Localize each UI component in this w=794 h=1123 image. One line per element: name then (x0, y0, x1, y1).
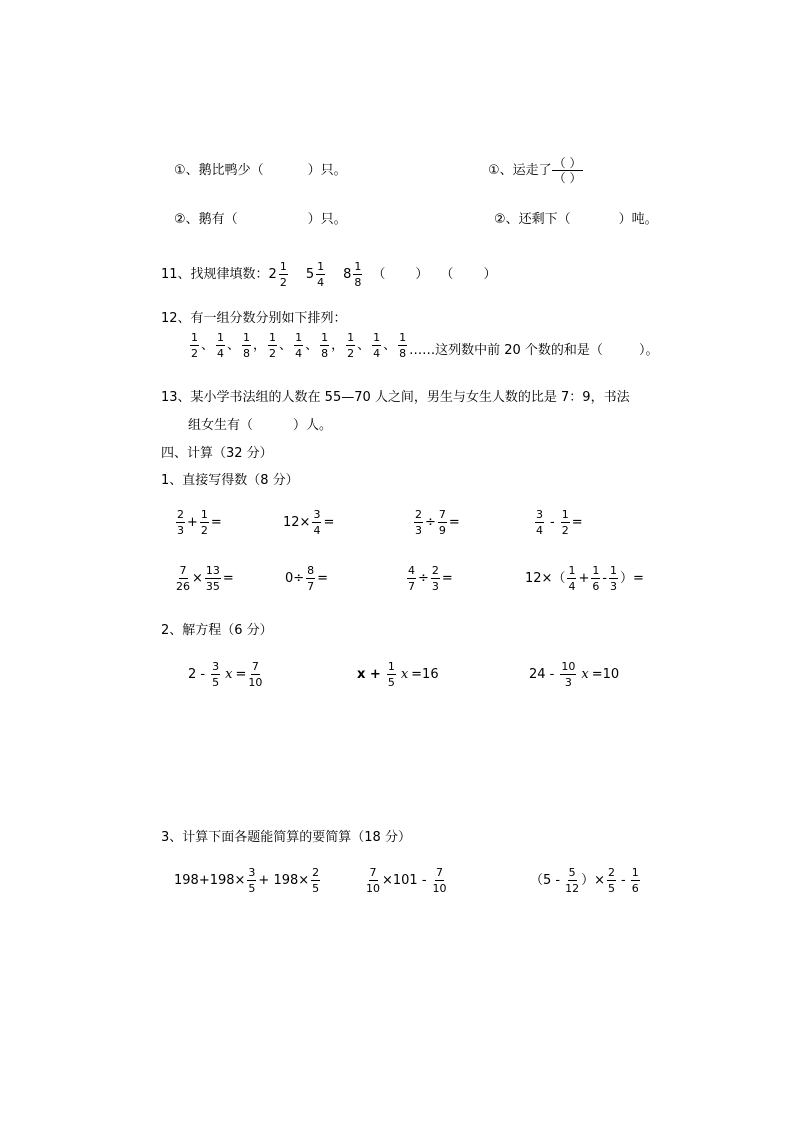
q10-right-1: ①、运走了 $\frac{( )}{( )}$ (488, 156, 582, 185)
section-4-title: 四、计算（32 分） (161, 446, 273, 461)
q12-frac: $\frac{1}{8}$ (321, 331, 329, 360)
q10-right-2: ②、还剩下（ ）吨。 (494, 212, 658, 227)
question-11: 11、找规律填数： 2 $\frac{1}{2}$ 5 $\frac{1}{4}$ 8 $\frac{1}{8}$ （ ） （ ） (161, 260, 497, 289)
q11-term-3-fraction: $\frac{1}{8}$ (354, 260, 362, 289)
part-3-title: 3、计算下面各题能简算的要简算（18 分） (161, 830, 411, 845)
q11-term-2-fraction: $\frac{1}{4}$ (317, 260, 325, 289)
q11-term-1-fraction: $\frac{1}{2}$ (279, 260, 287, 289)
q12-frac: $\frac{1}{2}$ (191, 331, 198, 360)
p2-equation-3: 24 - $\frac{10}{3}$ x =10 (529, 660, 620, 689)
part-1-title: 1、直接写得数（8 分） (161, 473, 299, 488)
p3-expr-3: （5 - $\frac{5}{12}$ ）× $\frac{2}{5}$ - $\frac{1}{6}$ (530, 866, 639, 895)
p3-expr-1: 198+198× $\frac{3}{5}$ + 198× $\frac{2}{5}$ (174, 866, 320, 895)
p1-expr-6: 0÷ $\frac{8}{7}$ = (285, 564, 329, 593)
q12-frac: $\frac{1}{2}$ (347, 331, 355, 360)
q12-frac: $\frac{1}{2}$ (269, 331, 277, 360)
p3-expr-2: $\frac{7}{10}$ ×101 - $\frac{7}{10}$ (366, 866, 447, 895)
p1-expr-8: 12×（ $\frac{1}{4}$ + $\frac{1}{6}$ - $\frac{1}{3}$ ）= (525, 564, 644, 593)
q10-left-2: ②、鹅有（ ）只。 (174, 212, 347, 227)
q10-blank-fraction: $\frac{( )}{( )}$ (553, 156, 582, 185)
p1-expr-5: $\frac{7}{26}$ × $\frac{13}{35}$ = (176, 564, 234, 593)
p1-expr-2: 12× $\frac{3}{4}$ = (283, 508, 335, 537)
p2-equation-1: 2 - $\frac{3}{5}$ x = $\frac{7}{10}$ (188, 660, 263, 689)
p1-expr-7: $\frac{4}{7}$ ÷ $\frac{2}{3}$ = (408, 564, 453, 593)
question-12-sequence: $\frac{1}{2}$ 、 $\frac{1}{4}$ 、 $\frac{1}{8}$ ， $\frac{1}{2}$ 、 $\frac{1}{4}$ 、 $\frac{1}{8}$ ， $\frac{1}{2}$ 、 $\frac{1}{4}$ 、 $\frac{1}{8}$ ……这列数中前 20 个数的和是（ ）。 (191, 331, 659, 360)
question-13-line-1: 13、某小学书法组的人数在 55—70 人之间，男生与女生人数的比是 7：9，书法 (161, 390, 630, 405)
p2-equation-2: x + $\frac{1}{5}$ x =16 (357, 660, 439, 689)
q12-frac: $\frac{1}{4}$ (217, 331, 225, 360)
p1-expr-4: $\frac{3}{4}$ - $\frac{1}{2}$ = (536, 508, 583, 537)
question-13-line-2: 组女生有（ ）人。 (188, 418, 333, 433)
p1-expr-1: $\frac{2}{3}$ + $\frac{1}{2}$ = (177, 508, 222, 537)
q12-frac: $\frac{1}{8}$ (243, 331, 251, 360)
q12-frac: $\frac{1}{8}$ (399, 331, 407, 360)
q12-frac: $\frac{1}{4}$ (373, 331, 381, 360)
p1-expr-3: $\frac{2}{3}$ ÷ $\frac{7}{9}$ = (415, 508, 460, 537)
q10-left-1: ①、鹅比鸭少（ ）只。 (174, 163, 347, 178)
question-12-title: 12、有一组分数分别如下排列： (161, 311, 347, 326)
part-2-title: 2、解方程（6 分） (161, 623, 273, 638)
q12-frac: $\frac{1}{4}$ (295, 331, 303, 360)
